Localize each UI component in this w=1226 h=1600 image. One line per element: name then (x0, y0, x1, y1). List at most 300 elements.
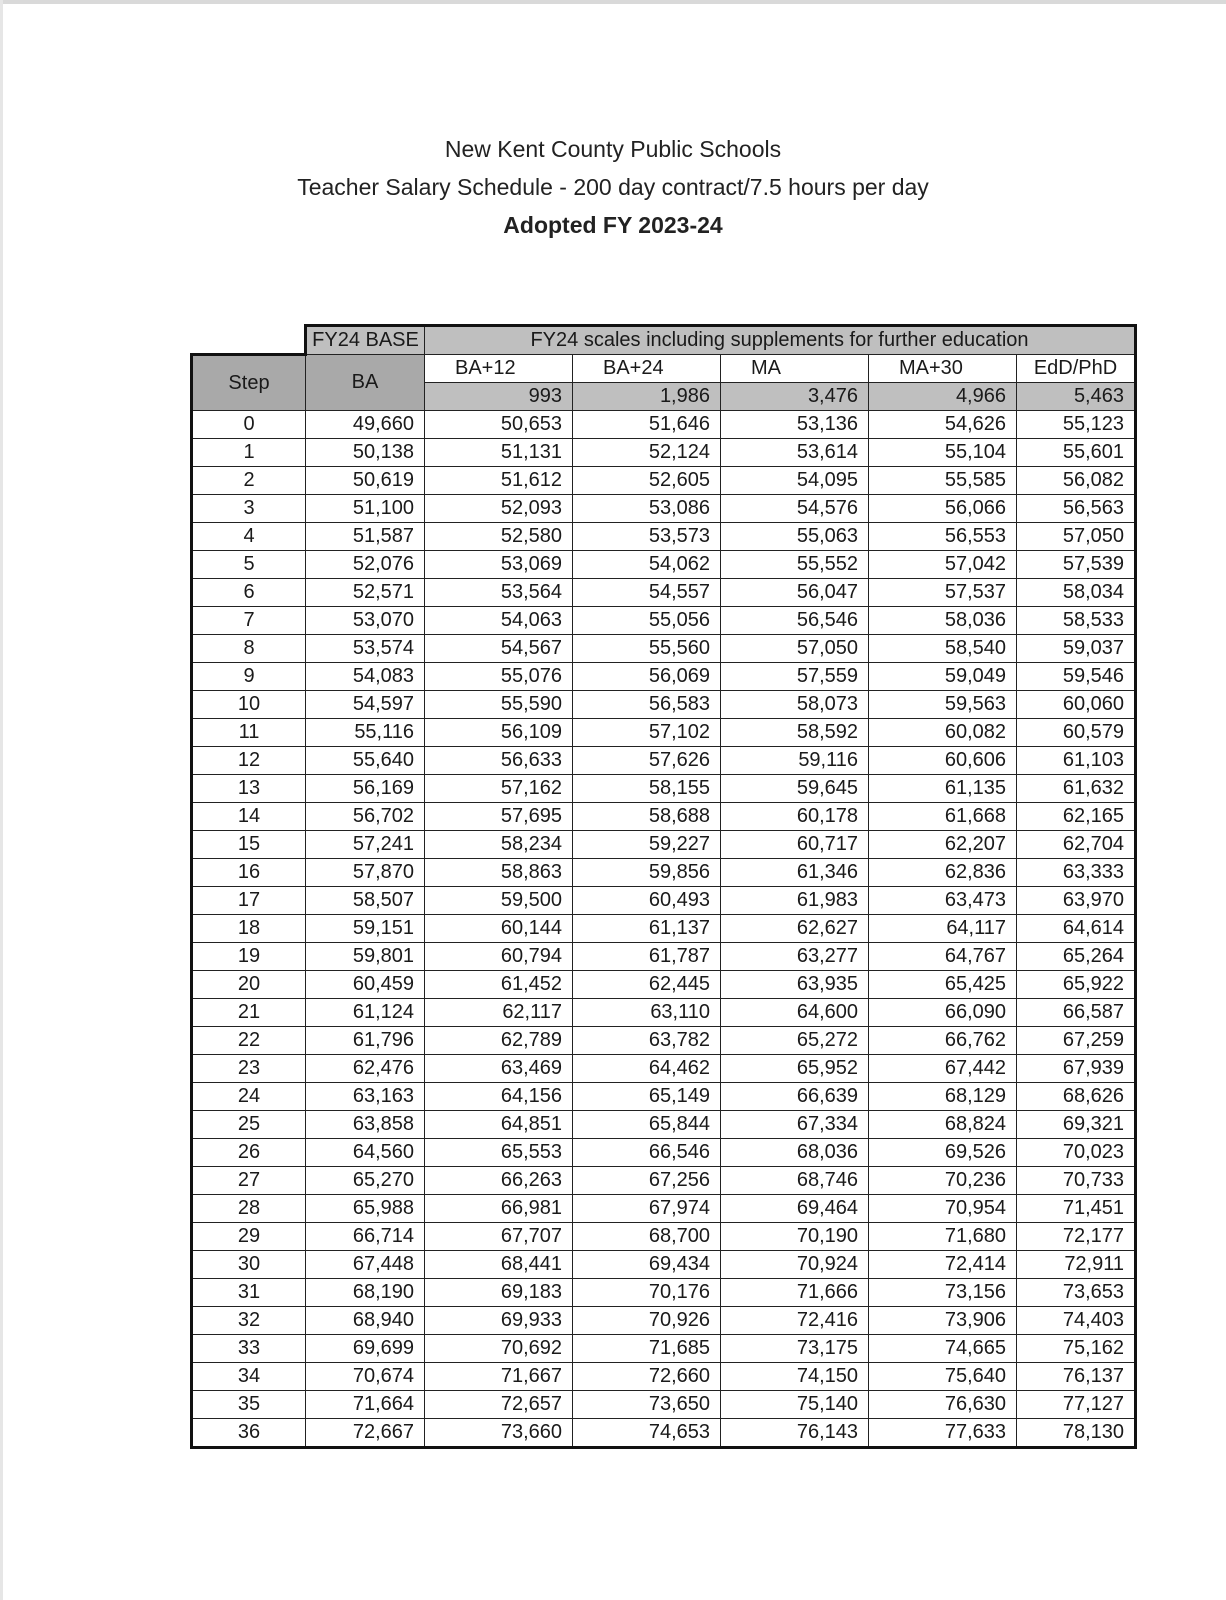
salary-cell: 78,130 (1017, 1419, 1136, 1448)
table-row (192, 747, 1136, 775)
salary-cell: 61,346 (721, 859, 869, 887)
salary-cell: 77,633 (869, 1419, 1017, 1448)
salary-cell: 62,836 (869, 859, 1017, 887)
salary-cell: 58,592 (721, 719, 869, 747)
step-cell: 0 (192, 411, 306, 439)
salary-cell: 66,090 (869, 999, 1017, 1027)
salary-cell: 70,176 (573, 1279, 721, 1307)
table-row (192, 635, 1136, 663)
step-cell: 17 (192, 887, 306, 915)
table-row (192, 523, 1136, 551)
salary-cell: 76,143 (721, 1419, 869, 1448)
salary-cell: 57,050 (721, 635, 869, 663)
step-cell: 10 (192, 691, 306, 719)
salary-cell: 60,060 (1017, 691, 1136, 719)
step-cell: 24 (192, 1083, 306, 1111)
salary-schedule-table (190, 324, 1137, 1449)
salary-cell: 63,473 (869, 887, 1017, 915)
salary-cell: 50,138 (306, 439, 425, 467)
salary-cell: 70,190 (721, 1223, 869, 1251)
salary-cell: 62,789 (425, 1027, 573, 1055)
salary-cell: 70,236 (869, 1167, 1017, 1195)
salary-cell: 60,493 (573, 887, 721, 915)
salary-cell: 60,606 (869, 747, 1017, 775)
salary-cell: 63,110 (573, 999, 721, 1027)
salary-cell: 59,227 (573, 831, 721, 859)
salary-cell: 54,095 (721, 467, 869, 495)
salary-cell: 58,533 (1017, 607, 1136, 635)
step-cell: 26 (192, 1139, 306, 1167)
salary-cell: 66,263 (425, 1167, 573, 1195)
salary-cell: 74,665 (869, 1335, 1017, 1363)
scales-group-header: FY24 scales including supplements for further education (425, 326, 1136, 355)
salary-cell: 61,632 (1017, 775, 1136, 803)
salary-cell: 56,563 (1017, 495, 1136, 523)
salary-cell: 55,601 (1017, 439, 1136, 467)
salary-cell: 73,653 (1017, 1279, 1136, 1307)
salary-cell: 58,036 (869, 607, 1017, 635)
supplement-ba24: 1,986 (573, 383, 721, 411)
salary-cell: 56,633 (425, 747, 573, 775)
salary-cell: 57,050 (1017, 523, 1136, 551)
salary-cell: 54,062 (573, 551, 721, 579)
step-cell: 32 (192, 1307, 306, 1335)
salary-cell: 72,667 (306, 1419, 425, 1448)
table-row (192, 411, 1136, 439)
table-row (192, 579, 1136, 607)
salary-cell: 55,560 (573, 635, 721, 663)
salary-cell: 64,117 (869, 915, 1017, 943)
salary-cell: 53,136 (721, 411, 869, 439)
salary-cell: 70,692 (425, 1335, 573, 1363)
table-row (192, 1251, 1136, 1279)
salary-cell: 57,626 (573, 747, 721, 775)
salary-cell: 56,583 (573, 691, 721, 719)
salary-cell: 73,175 (721, 1335, 869, 1363)
step-cell: 36 (192, 1419, 306, 1448)
schedule-subtitle: Teacher Salary Schedule - 200 day contract/7.5 hours per day (297, 174, 929, 200)
salary-cell: 54,576 (721, 495, 869, 523)
salary-cell: 51,587 (306, 523, 425, 551)
salary-cell: 56,069 (573, 663, 721, 691)
salary-cell: 52,580 (425, 523, 573, 551)
salary-cell: 62,165 (1017, 803, 1136, 831)
table-row (192, 1139, 1136, 1167)
salary-cell: 67,448 (306, 1251, 425, 1279)
page-edge (0, 0, 1226, 4)
adopted-year-title: Adopted FY 2023-24 (503, 212, 723, 238)
step-cell: 21 (192, 999, 306, 1027)
salary-cell: 71,680 (869, 1223, 1017, 1251)
step-cell: 16 (192, 859, 306, 887)
salary-cell: 58,155 (573, 775, 721, 803)
salary-cell: 72,660 (573, 1363, 721, 1391)
salary-cell: 56,066 (869, 495, 1017, 523)
supplement-ba12: 993 (425, 383, 573, 411)
salary-cell: 51,100 (306, 495, 425, 523)
table-row (192, 607, 1136, 635)
salary-cell: 63,782 (573, 1027, 721, 1055)
table-row (192, 663, 1136, 691)
table-row (192, 1279, 1136, 1307)
table-row (192, 1083, 1136, 1111)
salary-cell: 65,952 (721, 1055, 869, 1083)
salary-cell: 51,646 (573, 411, 721, 439)
salary-cell: 55,123 (1017, 411, 1136, 439)
salary-cell: 53,086 (573, 495, 721, 523)
base-group-header: FY24 BASE (306, 326, 425, 355)
table-row (192, 1055, 1136, 1083)
salary-cell: 67,259 (1017, 1027, 1136, 1055)
table-row (192, 1111, 1136, 1139)
salary-cell: 55,590 (425, 691, 573, 719)
salary-cell: 66,714 (306, 1223, 425, 1251)
salary-cell: 56,109 (425, 719, 573, 747)
salary-cell: 60,178 (721, 803, 869, 831)
step-cell: 15 (192, 831, 306, 859)
salary-cell: 65,149 (573, 1083, 721, 1111)
salary-cell: 61,452 (425, 971, 573, 999)
salary-cell: 54,063 (425, 607, 573, 635)
salary-cell: 64,462 (573, 1055, 721, 1083)
salary-cell: 67,707 (425, 1223, 573, 1251)
step-cell: 20 (192, 971, 306, 999)
salary-cell: 50,653 (425, 411, 573, 439)
step-cell: 2 (192, 467, 306, 495)
step-cell: 27 (192, 1167, 306, 1195)
salary-cell: 69,933 (425, 1307, 573, 1335)
salary-cell: 65,270 (306, 1167, 425, 1195)
supplement-edd-phd: 5,463 (1017, 383, 1136, 411)
salary-cell: 72,414 (869, 1251, 1017, 1279)
salary-cell: 61,135 (869, 775, 1017, 803)
salary-cell: 75,640 (869, 1363, 1017, 1391)
salary-cell: 70,733 (1017, 1167, 1136, 1195)
salary-cell: 72,657 (425, 1391, 573, 1419)
salary-cell: 63,935 (721, 971, 869, 999)
salary-cell: 74,403 (1017, 1307, 1136, 1335)
salary-cell: 57,695 (425, 803, 573, 831)
step-cell: 5 (192, 551, 306, 579)
salary-cell: 53,573 (573, 523, 721, 551)
salary-cell: 55,104 (869, 439, 1017, 467)
salary-cell: 66,639 (721, 1083, 869, 1111)
salary-cell: 55,076 (425, 663, 573, 691)
salary-cell: 60,459 (306, 971, 425, 999)
salary-cell: 60,794 (425, 943, 573, 971)
salary-cell: 72,416 (721, 1307, 869, 1335)
salary-cell: 70,926 (573, 1307, 721, 1335)
salary-cell: 59,856 (573, 859, 721, 887)
salary-cell: 60,082 (869, 719, 1017, 747)
table-row (192, 1363, 1136, 1391)
salary-cell: 63,277 (721, 943, 869, 971)
salary-cell: 62,207 (869, 831, 1017, 859)
table-row (192, 775, 1136, 803)
step-cell: 25 (192, 1111, 306, 1139)
step-cell: 6 (192, 579, 306, 607)
ba-column-header: BA (306, 355, 425, 411)
salary-cell: 61,787 (573, 943, 721, 971)
salary-cell: 59,500 (425, 887, 573, 915)
salary-cell: 65,425 (869, 971, 1017, 999)
salary-cell: 61,124 (306, 999, 425, 1027)
column-header-ba24: BA+24 (573, 355, 721, 383)
salary-cell: 54,597 (306, 691, 425, 719)
step-cell: 33 (192, 1335, 306, 1363)
table-row (192, 1223, 1136, 1251)
organization-title: New Kent County Public Schools (444, 136, 782, 162)
table-row (192, 943, 1136, 971)
salary-cell: 68,036 (721, 1139, 869, 1167)
salary-cell: 64,560 (306, 1139, 425, 1167)
salary-cell: 70,023 (1017, 1139, 1136, 1167)
salary-cell: 71,667 (425, 1363, 573, 1391)
table-row (192, 1167, 1136, 1195)
salary-cell: 57,042 (869, 551, 1017, 579)
salary-cell: 65,553 (425, 1139, 573, 1167)
salary-cell: 73,906 (869, 1307, 1017, 1335)
salary-cell: 55,552 (721, 551, 869, 579)
step-cell: 29 (192, 1223, 306, 1251)
salary-cell: 56,546 (721, 607, 869, 635)
salary-cell: 71,451 (1017, 1195, 1136, 1223)
salary-cell: 67,939 (1017, 1055, 1136, 1083)
header-blank-cell (192, 326, 306, 355)
salary-cell: 56,702 (306, 803, 425, 831)
salary-cell: 63,858 (306, 1111, 425, 1139)
salary-cell: 58,073 (721, 691, 869, 719)
header-row-groups (192, 326, 1136, 355)
salary-cell: 57,102 (573, 719, 721, 747)
salary-cell: 59,546 (1017, 663, 1136, 691)
salary-cell: 62,445 (573, 971, 721, 999)
salary-cell: 76,137 (1017, 1363, 1136, 1391)
salary-cell: 61,983 (721, 887, 869, 915)
step-cell: 8 (192, 635, 306, 663)
salary-cell: 63,970 (1017, 887, 1136, 915)
salary-cell: 65,988 (306, 1195, 425, 1223)
supplement-ma30: 4,966 (869, 383, 1017, 411)
salary-cell: 55,063 (721, 523, 869, 551)
table-row (192, 1419, 1136, 1448)
salary-cell: 61,668 (869, 803, 1017, 831)
step-cell: 13 (192, 775, 306, 803)
salary-cell: 59,151 (306, 915, 425, 943)
column-header-edd-phd: EdD/PhD (1017, 355, 1136, 383)
salary-cell: 68,824 (869, 1111, 1017, 1139)
salary-cell: 52,605 (573, 467, 721, 495)
step-cell: 11 (192, 719, 306, 747)
table-row (192, 887, 1136, 915)
salary-cell: 62,704 (1017, 831, 1136, 859)
salary-cell: 52,571 (306, 579, 425, 607)
salary-cell: 77,127 (1017, 1391, 1136, 1419)
document-header (0, 130, 1226, 244)
salary-cell: 56,047 (721, 579, 869, 607)
step-cell: 34 (192, 1363, 306, 1391)
salary-cell: 59,037 (1017, 635, 1136, 663)
salary-cell: 75,140 (721, 1391, 869, 1419)
salary-cell: 57,162 (425, 775, 573, 803)
salary-cell: 59,645 (721, 775, 869, 803)
salary-cell: 52,076 (306, 551, 425, 579)
salary-cell: 57,241 (306, 831, 425, 859)
salary-cell: 58,688 (573, 803, 721, 831)
salary-cell: 65,922 (1017, 971, 1136, 999)
salary-cell: 53,614 (721, 439, 869, 467)
salary-cell: 63,333 (1017, 859, 1136, 887)
salary-cell: 68,190 (306, 1279, 425, 1307)
salary-cell: 64,851 (425, 1111, 573, 1139)
header-row-columns (192, 355, 1136, 383)
salary-cell: 74,150 (721, 1363, 869, 1391)
table-row (192, 999, 1136, 1027)
salary-cell: 75,162 (1017, 1335, 1136, 1363)
step-cell: 22 (192, 1027, 306, 1055)
salary-cell: 64,156 (425, 1083, 573, 1111)
salary-cell: 57,539 (1017, 551, 1136, 579)
salary-cell: 55,585 (869, 467, 1017, 495)
salary-cell: 56,553 (869, 523, 1017, 551)
salary-cell: 56,082 (1017, 467, 1136, 495)
salary-cell: 61,796 (306, 1027, 425, 1055)
salary-cell: 55,640 (306, 747, 425, 775)
salary-cell: 74,653 (573, 1419, 721, 1448)
salary-cell: 58,540 (869, 635, 1017, 663)
salary-cell: 68,129 (869, 1083, 1017, 1111)
table-row (192, 1195, 1136, 1223)
salary-cell: 70,954 (869, 1195, 1017, 1223)
table-row (192, 859, 1136, 887)
step-cell: 28 (192, 1195, 306, 1223)
column-header-ba12: BA+12 (425, 355, 573, 383)
step-cell: 23 (192, 1055, 306, 1083)
salary-cell: 67,442 (869, 1055, 1017, 1083)
salary-cell: 67,974 (573, 1195, 721, 1223)
salary-cell: 61,137 (573, 915, 721, 943)
table-row (192, 467, 1136, 495)
salary-cell: 58,034 (1017, 579, 1136, 607)
step-cell: 1 (192, 439, 306, 467)
salary-cell: 66,981 (425, 1195, 573, 1223)
salary-cell: 68,626 (1017, 1083, 1136, 1111)
salary-cell: 68,700 (573, 1223, 721, 1251)
table-row (192, 803, 1136, 831)
salary-cell: 59,801 (306, 943, 425, 971)
salary-cell: 69,321 (1017, 1111, 1136, 1139)
salary-cell: 66,587 (1017, 999, 1136, 1027)
salary-cell: 70,674 (306, 1363, 425, 1391)
salary-cell: 62,627 (721, 915, 869, 943)
step-cell: 3 (192, 495, 306, 523)
table-row (192, 495, 1136, 523)
salary-cell: 60,717 (721, 831, 869, 859)
salary-cell: 59,116 (721, 747, 869, 775)
step-cell: 19 (192, 943, 306, 971)
table-row (192, 831, 1136, 859)
salary-cell: 71,666 (721, 1279, 869, 1307)
step-cell: 35 (192, 1391, 306, 1419)
salary-cell: 65,272 (721, 1027, 869, 1055)
salary-cell: 56,169 (306, 775, 425, 803)
salary-cell: 53,574 (306, 635, 425, 663)
salary-cell: 68,746 (721, 1167, 869, 1195)
step-cell: 4 (192, 523, 306, 551)
salary-cell: 61,103 (1017, 747, 1136, 775)
salary-cell: 68,441 (425, 1251, 573, 1279)
salary-cell: 62,476 (306, 1055, 425, 1083)
salary-cell: 65,844 (573, 1111, 721, 1139)
table-row (192, 551, 1136, 579)
step-cell: 30 (192, 1251, 306, 1279)
salary-cell: 72,177 (1017, 1223, 1136, 1251)
salary-cell: 58,507 (306, 887, 425, 915)
salary-cell: 63,469 (425, 1055, 573, 1083)
salary-cell: 57,870 (306, 859, 425, 887)
table-row (192, 971, 1136, 999)
salary-cell: 70,924 (721, 1251, 869, 1279)
salary-cell: 59,563 (869, 691, 1017, 719)
salary-cell: 71,664 (306, 1391, 425, 1419)
salary-rows (192, 411, 1136, 1448)
table-row (192, 1335, 1136, 1363)
salary-cell: 50,619 (306, 467, 425, 495)
salary-cell: 66,546 (573, 1139, 721, 1167)
salary-cell: 53,070 (306, 607, 425, 635)
salary-cell: 64,614 (1017, 915, 1136, 943)
salary-cell: 69,183 (425, 1279, 573, 1307)
table-row (192, 1391, 1136, 1419)
salary-cell: 66,762 (869, 1027, 1017, 1055)
salary-cell: 57,559 (721, 663, 869, 691)
salary-cell: 55,116 (306, 719, 425, 747)
column-header-ma30: MA+30 (869, 355, 1017, 383)
salary-cell: 73,156 (869, 1279, 1017, 1307)
salary-cell: 55,056 (573, 607, 721, 635)
salary-cell: 63,163 (306, 1083, 425, 1111)
salary-cell: 57,537 (869, 579, 1017, 607)
salary-cell: 49,660 (306, 411, 425, 439)
step-cell: 7 (192, 607, 306, 635)
salary-cell: 52,124 (573, 439, 721, 467)
step-cell: 31 (192, 1279, 306, 1307)
table-row (192, 439, 1136, 467)
step-cell: 12 (192, 747, 306, 775)
step-column-header: Step (192, 355, 306, 411)
table-row (192, 691, 1136, 719)
salary-cell: 71,685 (573, 1335, 721, 1363)
salary-cell: 65,264 (1017, 943, 1136, 971)
salary-cell: 69,526 (869, 1139, 1017, 1167)
salary-cell: 69,699 (306, 1335, 425, 1363)
salary-cell: 67,334 (721, 1111, 869, 1139)
salary-cell: 54,626 (869, 411, 1017, 439)
salary-cell: 64,767 (869, 943, 1017, 971)
salary-cell: 60,579 (1017, 719, 1136, 747)
salary-cell: 69,464 (721, 1195, 869, 1223)
salary-cell: 67,256 (573, 1167, 721, 1195)
salary-cell: 73,650 (573, 1391, 721, 1419)
salary-cell: 53,564 (425, 579, 573, 607)
salary-cell: 58,234 (425, 831, 573, 859)
salary-cell: 60,144 (425, 915, 573, 943)
salary-cell: 69,434 (573, 1251, 721, 1279)
table-row (192, 1027, 1136, 1055)
salary-cell: 51,612 (425, 467, 573, 495)
salary-cell: 54,567 (425, 635, 573, 663)
column-header-ma: MA (721, 355, 869, 383)
